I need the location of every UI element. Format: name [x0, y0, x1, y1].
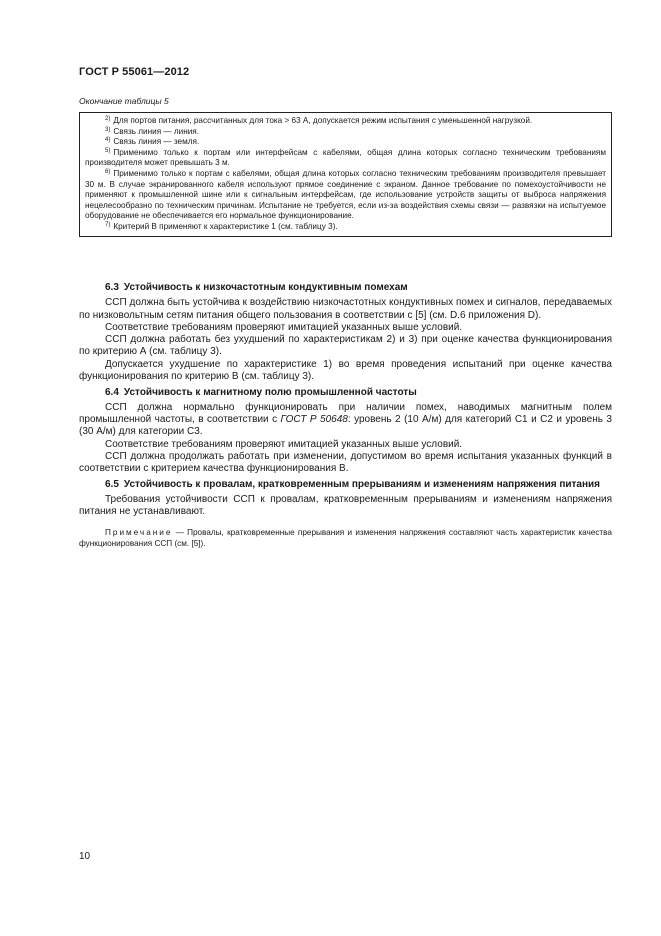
paragraph: Требования устойчивости ССП к провалам, кратковременным прерываниям и изменениям напряжения питания не устанавливают. [79, 493, 612, 518]
table-note [85, 148, 606, 169]
paragraph-text: ССП должна нормально функционировать при наличии помех, наводимых магнитным полем промышленной частоты, в соответствии с [79, 401, 612, 425]
note-text: Применимо только к портам или интерфейсам с кабелями, общая длина которых согласно техническим требованиям производителя может превышать 3 м. [85, 147, 606, 168]
table-note [85, 116, 606, 127]
note-text: Применимо только к портам с кабелями, общая длина которых согласно техническим требованиям производителя превышает 30 м. В случае экранированного кабеля используют прямое соединение с экраном. Данное требование по помехоустойчивости не применяют к промышленной шине или к сигнальным интерфейсам, где использование устройств защиты от выброса напряжения нецелесообразно по техническим причинам. Испытание не требуется, если из-за воздействия схемы связи — развязки на испытуемое оборудование не обеспечивается его нормальное функционирование. [85, 168, 606, 221]
section-note [79, 528, 612, 550]
note-text: Критерий В применяют к характеристике 1 (см. таблицу 3). [113, 221, 338, 231]
note-marker: 6) [105, 168, 111, 175]
paragraph: ССП должна работать без ухудшений по характеристикам 2) и 3) при оценке качества функционирования по критерию А (см. таблицу 3). [79, 334, 612, 358]
paragraph: Допускается ухудшение по характеристике 1) во время проведения испытаний при оценке качества функционирования по критерию В (см. таблицу 3). [79, 358, 612, 383]
table-notes-box [79, 112, 612, 237]
table-note [85, 127, 606, 138]
section-number: 6.4 [105, 387, 119, 399]
note-text: Для портов питания, рассчитанных для тока > 63 А, допускается режим испытания с уменьшенной нагрузкой. [113, 116, 533, 125]
note-text: Связь линия — линия. [113, 126, 200, 136]
section-title: Устойчивость к низкочастотным кондуктивным помехам [123, 282, 408, 293]
section-title: Устойчивость к магнитному полю промышленной частоты [123, 387, 417, 399]
table-caption: Окончание таблицы 5 [79, 96, 169, 106]
note-marker: 2) [105, 116, 111, 122]
table-note [85, 137, 606, 148]
paragraph-text: : уровень 2 (10 А/м) для категорий С1 и С2 и уровень 3 (30 А/м) для категории С3. [79, 413, 612, 438]
note-marker: 3) [105, 126, 111, 133]
paragraph: Соответствие требованиям проверяют имитацией указанных выше условий. [105, 321, 463, 333]
section-heading-6-4 [79, 387, 612, 399]
note-text: Связь линия — земля. [113, 137, 200, 147]
paragraph: ССП должна быть устойчива к воздействию низкочастотных кондуктивных помех и сигналов, передаваемых по низковольтным сетям питания общего пользования в соответствии с [5] (см. D.6 приложения D). [79, 297, 612, 321]
paragraph: ССП должна продолжать работать при изменении, допустимом во время испытания указанных функций в соответствии с критерием качества функционирования В. [79, 450, 612, 475]
note-marker: 5) [105, 147, 111, 154]
note-marker: 7) [105, 221, 111, 228]
section-heading-6-5 [79, 479, 612, 491]
table-note [85, 222, 606, 233]
note-label: Примечание [105, 528, 173, 538]
document-code-header: ГОСТ Р 55061—2012 [79, 66, 190, 78]
standard-reference: ГОСТ Р 50648 [280, 413, 348, 425]
note-text: — Провалы, кратковременные прерывания и изменения напряжения составляют часть характеристик качества функционирования ССП (см. [5]). [79, 528, 612, 549]
page-number: 10 [79, 851, 91, 862]
section-heading-6-3 [79, 282, 612, 294]
section-number: 6.3 [105, 282, 119, 293]
paragraph [79, 402, 612, 439]
paragraph: Соответствие требованиям проверяют имитацией указанных выше условий. [105, 438, 463, 450]
section-number: 6.5 [105, 479, 119, 491]
section-title: Устойчивость к провалам, кратковременным прерываниям и изменениям напряжения питания [123, 479, 601, 491]
main-content [79, 282, 612, 550]
note-marker: 4) [105, 137, 111, 144]
table-note [85, 169, 606, 222]
